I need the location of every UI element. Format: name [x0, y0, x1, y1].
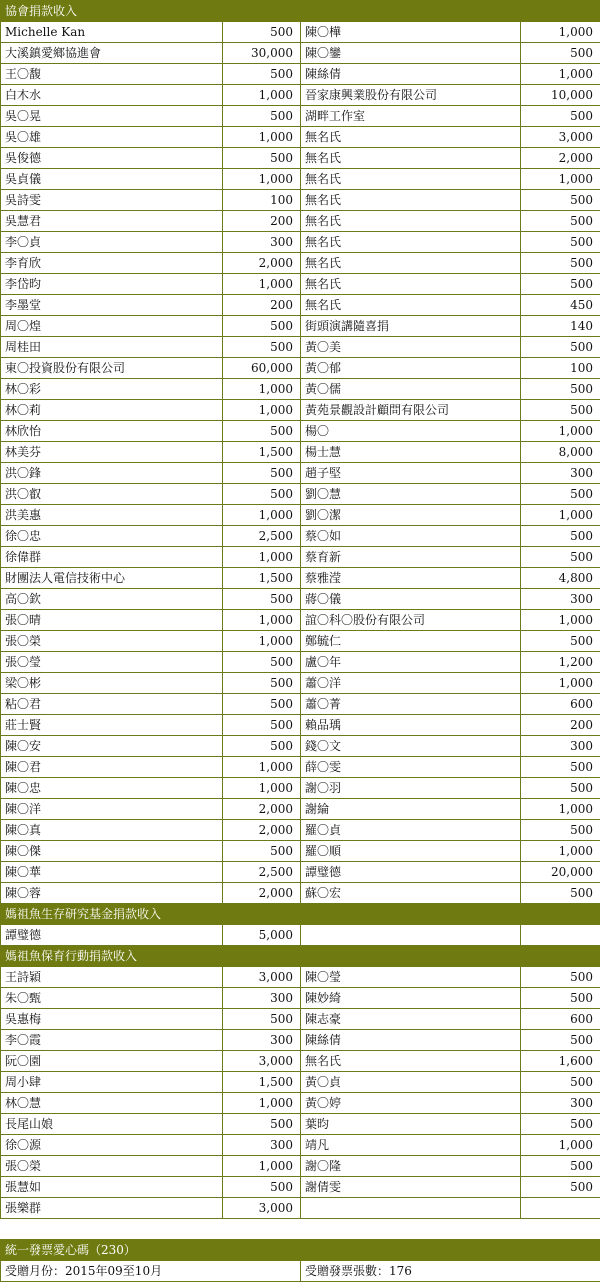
donation-amount: 3,000 [521, 127, 600, 148]
donor-name: 陳〇瑩 [301, 967, 521, 988]
donor-name: 晉家康興業股份有限公司 [301, 85, 521, 106]
table-row [1, 1051, 600, 1072]
donor-name: 張〇晴 [1, 610, 223, 631]
donor-name: 莊士賢 [1, 715, 223, 736]
donor-name: 周桂田 [1, 337, 223, 358]
donor-name: 粘〇君 [1, 694, 223, 715]
donor-name: 李岱昀 [1, 274, 223, 295]
donation-amount: 1,000 [521, 841, 600, 862]
donor-name: 林〇彩 [1, 379, 223, 400]
table-row [1, 610, 600, 631]
donor-name: 吳〇雄 [1, 127, 223, 148]
table-row [1, 1072, 600, 1093]
donor-name: 蔡雅滢 [301, 568, 521, 589]
table-row [1, 442, 600, 463]
donation-amount: 500 [223, 106, 301, 127]
donor-name: 靖凡 [301, 1135, 521, 1156]
donation-amount: 500 [521, 232, 600, 253]
table-row [1, 127, 600, 148]
donation-amount: 3,000 [223, 1198, 301, 1219]
donor-name: 李育欣 [1, 253, 223, 274]
donor-name: 無名氏 [301, 274, 521, 295]
invoice-count: 受贈發票張數：176 [301, 1261, 600, 1282]
donation-amount: 2,000 [223, 799, 301, 820]
donation-amount: 500 [223, 1177, 301, 1198]
donor-name: 楊〇 [301, 421, 521, 442]
donation-amount: 500 [521, 820, 600, 841]
donation-amount: 1,000 [223, 400, 301, 421]
donor-name: 劉〇潔 [301, 505, 521, 526]
donation-amount: 1,600 [521, 1051, 600, 1072]
donation-amount: 10,000 [521, 85, 600, 106]
donor-name: 無名氏 [301, 1051, 521, 1072]
donation-amount: 500 [521, 43, 600, 64]
donation-amount: 500 [223, 484, 301, 505]
donor-name: 無名氏 [301, 232, 521, 253]
donor-name: 洪〇叡 [1, 484, 223, 505]
donation-amount: 4,800 [521, 568, 600, 589]
spacer [0, 1219, 600, 1239]
donor-name: 陳〇華 [1, 862, 223, 883]
table-row [1, 1156, 600, 1177]
donation-amount: 600 [521, 694, 600, 715]
donor-name: 張慧如 [1, 1177, 223, 1198]
donation-amount: 500 [521, 337, 600, 358]
donor-name: 陳〇鑾 [301, 43, 521, 64]
donation-amount: 1,200 [521, 652, 600, 673]
table-row [1, 400, 600, 421]
donor-name: 林〇莉 [1, 400, 223, 421]
donor-name: 陳〇樺 [301, 22, 521, 43]
donation-amount: 300 [223, 1135, 301, 1156]
donor-name: 吳俊德 [1, 148, 223, 169]
donor-name: 黃〇美 [301, 337, 521, 358]
donor-name: 林〇慧 [1, 1093, 223, 1114]
donor-name: 李〇貞 [1, 232, 223, 253]
donation-amount: 300 [521, 589, 600, 610]
donation-amount: 300 [223, 988, 301, 1009]
table-row [1, 505, 600, 526]
table-row [1, 484, 600, 505]
donor-name: 葉昀 [301, 1114, 521, 1135]
donor-name [301, 925, 521, 946]
donor-name: 陳絲倩 [301, 1030, 521, 1051]
donor-name: 高〇欽 [1, 589, 223, 610]
donor-name: 黃苑景觀設計顧問有限公司 [301, 400, 521, 421]
table-row [1, 379, 600, 400]
donor-name: 張樂群 [1, 1198, 223, 1219]
donor-name: 李墨堂 [1, 295, 223, 316]
donation-amount: 500 [521, 211, 600, 232]
donation-amount: 500 [223, 421, 301, 442]
donor-name: 羅〇貞 [301, 820, 521, 841]
donation-amount: 1,000 [223, 631, 301, 652]
donor-name: 譚璧德 [1, 925, 223, 946]
donor-name: 陳〇忠 [1, 778, 223, 799]
donation-amount: 500 [223, 694, 301, 715]
donor-name: 謝〇隆 [301, 1156, 521, 1177]
section-title: 協會捐款收入 [1, 1, 600, 22]
donation-amount: 30,000 [223, 43, 301, 64]
donation-amount: 500 [521, 547, 600, 568]
donation-amount: 1,000 [521, 169, 600, 190]
donation-amount: 1,000 [223, 547, 301, 568]
donor-name: 財團法人電信技術中心 [1, 568, 223, 589]
donation-amount: 500 [223, 1009, 301, 1030]
table-row [1, 757, 600, 778]
table-row [1, 778, 600, 799]
donation-amount: 500 [521, 400, 600, 421]
donation-amount: 2,500 [223, 526, 301, 547]
table-row [1, 1198, 600, 1219]
table-row [1, 862, 600, 883]
donation-amount: 500 [223, 148, 301, 169]
donation-amount: 1,000 [223, 1093, 301, 1114]
donation-amount: 2,000 [223, 820, 301, 841]
donor-name: 羅〇順 [301, 841, 521, 862]
donor-name: 陳〇君 [1, 757, 223, 778]
donation-amount: 500 [521, 106, 600, 127]
table-row [1, 169, 600, 190]
donation-amount: 500 [521, 274, 600, 295]
donor-name: 洪美惠 [1, 505, 223, 526]
donor-name: 洪〇鋒 [1, 463, 223, 484]
donor-name: 王詩穎 [1, 967, 223, 988]
donor-name: 陳〇傑 [1, 841, 223, 862]
table-row [1, 673, 600, 694]
donor-name: 陳〇安 [1, 736, 223, 757]
table-row [1, 253, 600, 274]
donation-amount: 300 [521, 736, 600, 757]
donation-amount: 3,000 [223, 1051, 301, 1072]
donor-name: 趙子堅 [301, 463, 521, 484]
table-row [1, 925, 600, 946]
donation-amount: 1,000 [521, 673, 600, 694]
donor-name: 陳妙綺 [301, 988, 521, 1009]
donation-amount: 600 [521, 1009, 600, 1030]
table-row [1, 274, 600, 295]
donor-name: 盧〇年 [301, 652, 521, 673]
donor-name: 無名氏 [301, 148, 521, 169]
donor-name: 李〇霞 [1, 1030, 223, 1051]
donation-amount: 1,000 [223, 85, 301, 106]
donation-amount: 1,500 [223, 1072, 301, 1093]
donation-amount: 500 [223, 673, 301, 694]
table-row [1, 715, 600, 736]
donation-amount: 500 [521, 526, 600, 547]
donation-amount: 2,000 [521, 148, 600, 169]
invoice-summary-row [1, 1261, 600, 1282]
donation-amount: 140 [521, 316, 600, 337]
donor-name: 吳詩雯 [1, 190, 223, 211]
donation-amount: 500 [223, 652, 301, 673]
donation-amount: 1,000 [521, 22, 600, 43]
table-row [1, 799, 600, 820]
donation-amount: 500 [223, 463, 301, 484]
table-row [1, 568, 600, 589]
donor-name [301, 1198, 521, 1219]
table-row [1, 337, 600, 358]
donation-amount: 1,000 [223, 778, 301, 799]
donation-amount: 1,000 [223, 274, 301, 295]
table-row [1, 1135, 600, 1156]
donor-name: 謝綸 [301, 799, 521, 820]
donation-amount: 1,000 [521, 421, 600, 442]
donation-amount: 1,000 [223, 1156, 301, 1177]
donor-name: 無名氏 [301, 169, 521, 190]
section-header [1, 946, 600, 967]
donor-name: 無名氏 [301, 190, 521, 211]
donor-name: 蔡〇如 [301, 526, 521, 547]
donation-amount: 500 [223, 589, 301, 610]
donor-name: 蔣〇儀 [301, 589, 521, 610]
donor-name: 無名氏 [301, 295, 521, 316]
donor-name: 陳〇洋 [1, 799, 223, 820]
donation-amount: 500 [521, 757, 600, 778]
table-row [1, 43, 600, 64]
donor-name: 蔡育新 [301, 547, 521, 568]
donor-name: 黃〇儒 [301, 379, 521, 400]
donation-amount [521, 1198, 600, 1219]
donor-name: 蕭〇菁 [301, 694, 521, 715]
donation-amount: 500 [521, 484, 600, 505]
table-row [1, 106, 600, 127]
donor-name: 阮〇園 [1, 1051, 223, 1072]
donor-name: 張〇榮 [1, 631, 223, 652]
donation-amount: 1,000 [223, 127, 301, 148]
donor-name: 陳〇真 [1, 820, 223, 841]
donation-amount: 200 [223, 295, 301, 316]
donation-amount: 500 [223, 841, 301, 862]
table-row [1, 1009, 600, 1030]
table-row [1, 148, 600, 169]
donation-amount: 2,000 [223, 253, 301, 274]
table-row [1, 883, 600, 904]
donor-name: 東〇投資股份有限公司 [1, 358, 223, 379]
table-row [1, 841, 600, 862]
donation-amount: 200 [521, 715, 600, 736]
donation-amount: 500 [223, 1114, 301, 1135]
donor-name: 吳貞儀 [1, 169, 223, 190]
donor-name: 無名氏 [301, 253, 521, 274]
donation-amount: 500 [223, 22, 301, 43]
donor-name: 徐偉群 [1, 547, 223, 568]
table-row [1, 589, 600, 610]
donation-amount: 500 [521, 967, 600, 988]
donation-amount: 3,000 [223, 967, 301, 988]
donor-name: 王〇馥 [1, 64, 223, 85]
donor-name: 陳〇蓉 [1, 883, 223, 904]
donor-name: 張〇瑩 [1, 652, 223, 673]
donor-name: 誼〇科〇股份有限公司 [301, 610, 521, 631]
donation-amount: 1,000 [223, 379, 301, 400]
donor-name: 周小肆 [1, 1072, 223, 1093]
donor-name: 吳〇晃 [1, 106, 223, 127]
donation-amount: 1,500 [223, 442, 301, 463]
donation-amount: 500 [521, 1177, 600, 1198]
donor-name: 黃〇婷 [301, 1093, 521, 1114]
donation-amount: 1,000 [223, 169, 301, 190]
table-row [1, 85, 600, 106]
donor-name: 白木水 [1, 85, 223, 106]
donation-amount: 1,000 [521, 1135, 600, 1156]
donation-amount: 1,500 [223, 568, 301, 589]
donor-name: 蘇〇宏 [301, 883, 521, 904]
donation-amount: 500 [521, 1114, 600, 1135]
donation-amount: 500 [223, 715, 301, 736]
donor-name: 錢〇文 [301, 736, 521, 757]
donor-name: 周〇煌 [1, 316, 223, 337]
donation-amount: 500 [521, 631, 600, 652]
donation-amount: 500 [521, 253, 600, 274]
donor-name: 徐〇忠 [1, 526, 223, 547]
donor-name: 林美芬 [1, 442, 223, 463]
donor-name: 朱〇甄 [1, 988, 223, 1009]
table-row [1, 547, 600, 568]
table-row [1, 526, 600, 547]
table-row [1, 22, 600, 43]
donation-amount: 1,000 [223, 757, 301, 778]
donation-amount: 500 [223, 736, 301, 757]
donation-amount: 1,000 [521, 799, 600, 820]
donation-amount: 450 [521, 295, 600, 316]
donation-amount [521, 925, 600, 946]
donor-name: 黃〇郁 [301, 358, 521, 379]
donor-name: 長尾山娘 [1, 1114, 223, 1135]
donation-amount: 5,000 [223, 925, 301, 946]
donation-amount: 500 [521, 1072, 600, 1093]
donation-amount: 500 [223, 337, 301, 358]
table-row [1, 631, 600, 652]
invoice-summary-title: 統一發票愛心碼（230） [1, 1240, 600, 1261]
donor-name: 張〇榮 [1, 1156, 223, 1177]
table-row [1, 652, 600, 673]
table-row [1, 1093, 600, 1114]
table-row [1, 967, 600, 988]
donation-amount: 500 [521, 883, 600, 904]
donation-amount: 200 [223, 211, 301, 232]
donation-amount: 8,000 [521, 442, 600, 463]
donation-amount: 500 [521, 379, 600, 400]
donation-amount: 500 [223, 64, 301, 85]
table-row [1, 1114, 600, 1135]
donor-name: Michelle Kan [1, 22, 223, 43]
donor-name: 湖畔工作室 [301, 106, 521, 127]
section-title: 媽祖魚保育行動捐款收入 [1, 946, 600, 967]
invoice-summary-header [1, 1240, 600, 1261]
table-row [1, 463, 600, 484]
invoice-summary-table [0, 1239, 600, 1282]
table-row [1, 421, 600, 442]
donor-name: 林欣怡 [1, 421, 223, 442]
donor-name: 吳慧君 [1, 211, 223, 232]
donation-amount: 500 [521, 1156, 600, 1177]
donation-amount: 1,000 [521, 505, 600, 526]
donation-amount: 1,000 [223, 610, 301, 631]
donation-amount: 1,000 [223, 505, 301, 526]
donation-amount: 100 [223, 190, 301, 211]
table-row [1, 736, 600, 757]
donation-amount: 500 [521, 190, 600, 211]
donor-name: 楊士慧 [301, 442, 521, 463]
table-row [1, 316, 600, 337]
donation-amount: 1,000 [521, 610, 600, 631]
table-row [1, 694, 600, 715]
donation-amount: 300 [223, 1030, 301, 1051]
donation-amount: 500 [223, 316, 301, 337]
donation-amount: 500 [521, 778, 600, 799]
donor-name: 徐〇源 [1, 1135, 223, 1156]
donor-name: 謝倩雯 [301, 1177, 521, 1198]
table-row [1, 1030, 600, 1051]
donor-name: 無名氏 [301, 127, 521, 148]
donor-name: 薛〇雯 [301, 757, 521, 778]
donation-amount: 1,000 [521, 64, 600, 85]
donation-amount: 2,000 [223, 883, 301, 904]
donor-name: 陳絲倩 [301, 64, 521, 85]
donation-amount: 300 [521, 463, 600, 484]
table-row [1, 190, 600, 211]
section-header [1, 1, 600, 22]
table-row [1, 64, 600, 85]
donation-amount: 2,500 [223, 862, 301, 883]
section-title: 媽祖魚生存研究基金捐款收入 [1, 904, 600, 925]
donor-name: 劉〇慧 [301, 484, 521, 505]
donation-amount: 500 [521, 1030, 600, 1051]
invoice-month: 受贈月份：2015年09至10月 [1, 1261, 301, 1282]
donor-name: 大溪鎮愛鄉協進會 [1, 43, 223, 64]
donor-name: 無名氏 [301, 211, 521, 232]
donor-name: 街頭演講隨喜捐 [301, 316, 521, 337]
donor-name: 謝〇羽 [301, 778, 521, 799]
section-header [1, 904, 600, 925]
donation-amount: 300 [521, 1093, 600, 1114]
donor-name: 梁〇彬 [1, 673, 223, 694]
table-row [1, 988, 600, 1009]
table-row [1, 232, 600, 253]
table-row [1, 211, 600, 232]
donation-amount: 100 [521, 358, 600, 379]
donor-name: 譚璧德 [301, 862, 521, 883]
donor-name: 蕭〇洋 [301, 673, 521, 694]
donation-amount: 300 [223, 232, 301, 253]
table-row [1, 295, 600, 316]
donation-amount: 60,000 [223, 358, 301, 379]
donor-name: 賴品瑀 [301, 715, 521, 736]
table-row [1, 1177, 600, 1198]
donor-name: 陳志豪 [301, 1009, 521, 1030]
donation-amount: 20,000 [521, 862, 600, 883]
donor-name: 黃〇貞 [301, 1072, 521, 1093]
donor-name: 吳惠梅 [1, 1009, 223, 1030]
donor-name: 鄭毓仁 [301, 631, 521, 652]
table-row [1, 358, 600, 379]
donation-amount: 500 [521, 988, 600, 1009]
table-row [1, 820, 600, 841]
